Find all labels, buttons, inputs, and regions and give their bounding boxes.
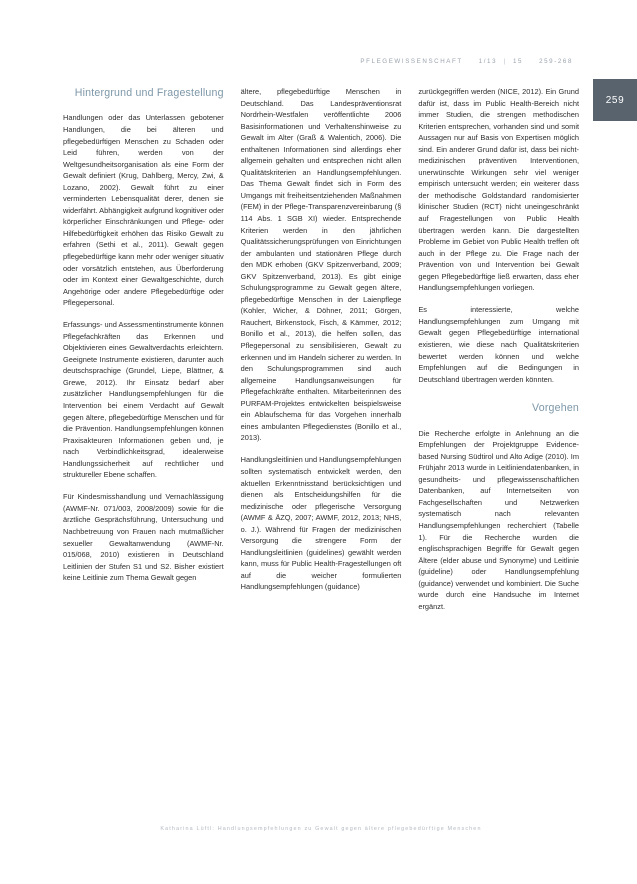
running-head-separator: | xyxy=(503,58,507,65)
page-number-tab xyxy=(593,79,637,121)
page-footer: Katharina Lüftl: Handlungsempfehlungen zu Gewalt gegen ältere pflegebedürftige Menschen xyxy=(160,826,482,832)
running-head-issue: 1/13 xyxy=(478,58,498,65)
paragraph: Handlungsleitlinien und Handlungsempfehlungen sollten systematisch entwickelt werden, den aktuellen Erkenntnisstand berücksichtigen und dienen als Entscheidungshilfen für die medizinische oder pflegerische Versorgung (AWMF & ÄZQ, 2007; AWMF, 2012, 2013; NHS, o. J.). Während für Fragen der medizinischen Versorgung die strengere Form der Handlungsleitlinien (guidelines) gewählt werden kann, muss für Public Health-Fragestellungen oft auf die weicher formulierten Handlungsempfehlungen (guidance) xyxy=(240,455,402,592)
running-head-spacer-1 xyxy=(466,58,475,65)
section-heading-hintergrund: Hintergrund und Fragestellung xyxy=(74,87,224,99)
column-3 xyxy=(418,86,579,808)
running-head-spacer-2 xyxy=(526,58,535,65)
running-head-journal: PFLEGEWISSENSCHAFT xyxy=(360,58,463,65)
paragraph: zurückgegriffen werden (NICE, 2012). Ein Grund dafür ist, dass im Public Health-Bereich nicht immer Studien, die strengen methodischen Kriterien entsprechen, vorhanden sind und somit Aussagen nur auf Basis von Expertisen möglich sind. Ein anderer Grund dafür ist, dass bei nicht-medizinischen präventiven Interventionen, unerwünschte Wirkungen sehr viel weniger empirisch untersucht werden; ein weiterer dass der methodische Goldstandard randomisierter klinischer Studien (RCT) nicht uneingeschränkt auf Fragestellungen von Public Health übertragen werden kann. Die dargestellten Probleme im Gebiet von Public Health treffen oft auch in der Pflege zu. Die Frage nach der Prävention von und Intervention bei Gewalt gegen Pflegebedürftige ließ erwarten, dass eher Handlungsempfehlungen vorliegen. xyxy=(418,87,580,293)
paragraph: Handlungen oder das Unterlassen gebotener Handlungen, die bei älteren und pflegebedürftigen Menschen zu Schaden oder Leid führen, werden von der Weltgesundheitsorganisation als eine Form der Gewalt definiert (Krug, Dahlberg, Mercy, Zwi, & Lozano, 2002). Gewalt führt zu einer verminderten Lebensqualität derer, denen sie widerfährt. Abhängigkeit aufgrund kognitiver oder körperlicher Einschränkungen und Pflege- oder Hilfebedürftigkeit erhöhen das Risiko Gewalt zu erfahren (Sethi et al., 2011). Gewalt gegen pflegebedürftige kann mehr oder weniger situativ oder vorsätzlich entstehen, aus Überforderung oder im Kontext einer Gewaltgeschichte, durch Angehörige oder andere Pflegebedürftige oder Pflegepersonal. xyxy=(63,113,224,308)
paragraph: Erfassungs- und Assessmentinstrumente können Pflegefachkräften das Erkennen und Objektivieren eines Gewaltverdachts erleichtern. Geeignete Instrumente existieren, darunter auch deutschsprachige (Grundel, Liepe, Blättner, & Grewe, 2012). Ihr Einsatz bedarf aber zusätzlicher Handlungsempfehlungen für die Intervention bei einem Verdacht auf Gewalt gegen ältere, pflegebedürftige Menschen und für die Prävention. Handlungsempfehlungen können Praxisakteuren Informationen geben und, je nach Verbindlichkeitsgrad, idealerweise Handlungssicherheit auf rechtlicher und struktureller Ebene schaffen. xyxy=(63,320,224,480)
article-columns xyxy=(63,86,579,808)
column-2 xyxy=(241,86,402,808)
running-head-pages: 259-268 xyxy=(539,58,573,65)
paragraph: ältere, pflegebedürftige Menschen in Deutschland. Das Landespräventionsrat Nordrhein-Westfalen veröffentlichte 2006 Basisinformationen und Verhaltenshinweise zu Gewalt im Alter (Graß & Walentich, 2006). Die enthaltenen Informationen sind allerdings eher allgemein gehalten und entsprechen nicht allen Qualitätskriterien an Handlungsempfehlungen. Das Thema Gewalt findet sich in Form des Umgangs mit freiheitsentziehenden Maßnahmen (FEM) in der Pflege-Transparenzvereinbarung (§ 114 Abs. 1 SGB XI) wieder. Entsprechende Kriterien werden in den jährlichen Qualitätssicherungsprüfungen von Einrichtungen der ambulanten und stationären Pflege durch den MDK erhoben (GKV Spitzenverband, 2009; GKV Spitzenverband, 2013). Es gibt einige Schulungsprogramme zu Gewalt gegen ältere, pflegebedürftige Menschen in der Laienpflege (Kohler, Wicher, & Döhner, 2011; Görgen, Rauchert, Birkenstock, Fisch, & Kämmer, 2012; Bonillo et al., 2013), die helfen sollen, das Pflegepersonal zu sensibilisieren, Gewalt zu erkennen und im Handeln sicherer zu werden. In den Schulungsprogrammen sind auch allgemeine Handlungsanweisungen für Pflegefachkräfte enthalten. Mitarbeiterinnen des PURFAM-Projektes entwickelten beispielsweise ein Ablaufschema für das Vorgehen innerhalb eines ambulanten Pflegedienstes (Bonillo et al., 2013). xyxy=(240,87,402,443)
running-head xyxy=(360,58,573,65)
paragraph: Es interessierte, welche Handlungsempfehlungen zum Umgang mit Gewalt gegen Pflegebedürftige international existieren, wie diese nach Qualitätskriterien bewertet werden können und welche Empfehlungen auf die Bedingungen in Deutschland übertragen werden könnten. xyxy=(418,305,580,384)
paragraph: Für Kindesmisshandlung und Vernachlässigung (AWMF-Nr. 071/003, 2008/2009) sowie für die ärztliche Gesprächsführung, Untersuchung und Nachbetreuung von Frauen nach mutmaßlicher sexueller Gewaltanwendung (AWMF-Nr. 015/068, 2010) existieren in Deutschland Leitlinien der Stufen S1 und S2. Bisher existiert keine Leitlinie zum Thema Gewalt gegen xyxy=(63,492,224,583)
paragraph: Die Recherche erfolgte in Anlehnung an die Empfehlungen der Projektgruppe Evidence-based Nursing Südtirol und Alto Adige (2010). Im Frühjahr 2013 wurde in Leitliniendatenbanken, in gesundheits- und pflegewissenschaftlichen Datenbanken, auf Internetseiten von Fachgesellschaften und Netzwerken systematisch nach relevanten Handlungsempfehlungen recherchiert (Tabelle 1). Für die Recherche wurden die englischsprachigen Begriffe für Gewalt gegen Ältere (elder abuse und Synonyme) und Leitlinie (guideline) oder Handlungsempfehlung (guidance) verwendet und kombiniert. Die Suche wurde durch eine Handsuche im Internet ergänzt. xyxy=(418,428,580,611)
column-1 xyxy=(63,86,224,808)
section-heading-vorgehen: Vorgehen xyxy=(532,402,580,415)
page-number: 259 xyxy=(605,94,625,106)
running-head-volume: 15 xyxy=(513,58,524,65)
